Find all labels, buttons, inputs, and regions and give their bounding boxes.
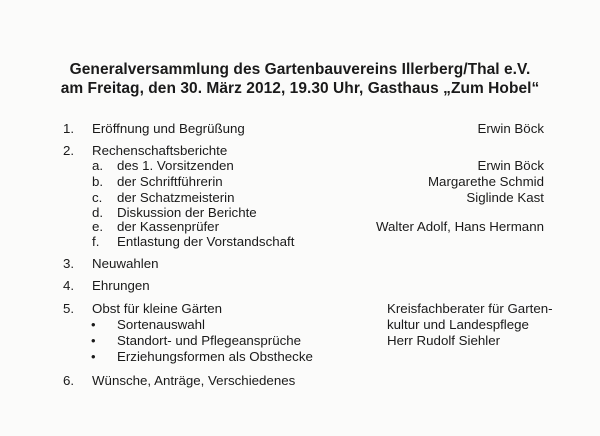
item-5-bullet-3: Erziehungsformen als Obsthecke bbox=[117, 349, 313, 364]
item-2b-letter: b. bbox=[92, 174, 104, 189]
item-6-text: Wünsche, Anträge, Verschiedenes bbox=[92, 373, 296, 388]
item-5-speaker-line-1: Kreisfachberater für Garten- bbox=[387, 301, 553, 316]
item-2-text: Rechenschaftsberichte bbox=[92, 143, 228, 158]
bullet-point: • bbox=[91, 333, 96, 348]
bullet-point: • bbox=[91, 317, 96, 332]
item-2c-letter: c. bbox=[92, 190, 103, 205]
item-2b-text: der Schriftführerin bbox=[117, 174, 223, 189]
item-5-text: Obst für kleine Gärten bbox=[92, 301, 223, 316]
item-2b-person: Margarethe Schmid bbox=[427, 174, 544, 189]
item-2d-text: Diskussion der Berichte bbox=[117, 205, 257, 220]
item-2f-letter: f. bbox=[92, 234, 100, 249]
item-5-speaker-line-3: Herr Rudolf Siehler bbox=[387, 333, 501, 348]
item-5-speaker-line-2: kultur und Landespflege bbox=[387, 317, 529, 332]
item-1-text: Eröffnung und Begrüßung bbox=[92, 121, 245, 136]
item-4-text: Ehrungen bbox=[92, 278, 150, 293]
item-2e-text: der Kassenprüfer bbox=[117, 219, 219, 234]
item-2a-person: Erwin Böck bbox=[477, 158, 544, 173]
item-5-bullet-2: Standort- und Pflegeansprüche bbox=[117, 333, 302, 348]
item-2c-text: der Schatzmeisterin bbox=[117, 190, 235, 205]
item-1-person: Erwin Böck bbox=[477, 121, 544, 136]
item-5-bullet-1: Sortenauswahl bbox=[117, 317, 205, 332]
item-2a-text: des 1. Vorsitzenden bbox=[117, 158, 234, 173]
item-2e-letter: e. bbox=[92, 219, 104, 234]
item-4-number: 4. bbox=[63, 278, 75, 293]
item-5-number: 5. bbox=[63, 301, 75, 316]
item-6-number: 6. bbox=[63, 373, 75, 388]
item-2c-person: Siglinde Kast bbox=[466, 190, 544, 205]
item-2a-letter: a. bbox=[92, 158, 104, 173]
item-2-number: 2. bbox=[63, 143, 75, 158]
bullet-point: • bbox=[91, 349, 96, 364]
item-2d-letter: d. bbox=[92, 205, 104, 220]
item-3-number: 3. bbox=[63, 256, 75, 271]
document-title-line-1: Generalversammlung des Gartenbauvereins Illerberg/Thal e.V. bbox=[69, 61, 531, 78]
item-1-number: 1. bbox=[63, 121, 75, 136]
item-3-text: Neuwahlen bbox=[92, 256, 159, 271]
document-title-line-2: am Freitag, den 30. März 2012, 19.30 Uhr, Gasthaus „Zum Hobel“ bbox=[60, 80, 540, 97]
item-2f-text: Entlastung der Vorstandschaft bbox=[117, 234, 295, 249]
item-2e-person: Walter Adolf, Hans Hermann bbox=[375, 219, 544, 234]
